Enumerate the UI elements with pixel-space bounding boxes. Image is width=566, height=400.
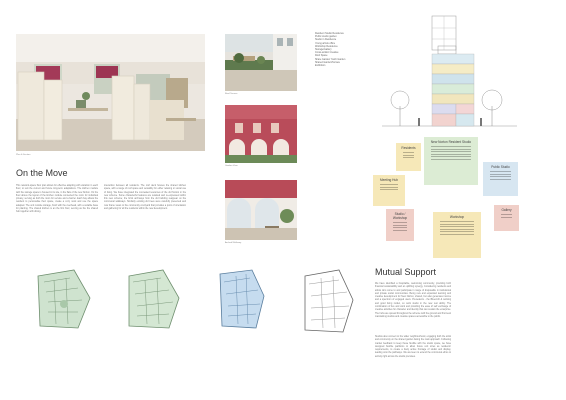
floor-plan-2 (123, 268, 183, 330)
program-list-item: Young artists office (315, 41, 336, 45)
note-public-studio (483, 162, 518, 196)
note-workshop (433, 212, 481, 258)
photo-roof-terrace (225, 34, 297, 91)
photo-caption-garden-view: Garden View (225, 165, 238, 167)
interior-render (16, 34, 205, 151)
floor-plan-3 (214, 268, 269, 330)
section-title-mutual-support: Mutual Support (375, 267, 437, 277)
roof-terrace-image (225, 34, 297, 91)
note-meeting-hub (373, 175, 405, 206)
garden-view-image (225, 105, 297, 163)
floor-plan-2-image (123, 268, 183, 330)
on-the-move-paragraph-1: This network-space floor plan allows for effective adapting with variation in each floor, to suit the current and future long-term adaptations. The kitchen module with the storage space is housed in its site, in the flats of the new Norton. On the floor above the layout of the kitchen module connected the room for individual privacy, serving as both the room for service and a barrier. Each bay allows the resident to personalise their space, create a cozy nook and use the space adapted. The unit module storage, flush with the overhead, with a suitable base for planting. The shared kitchen is an the first floor, serving as the the shared hub together with dining. (16, 185, 98, 214)
floor-plan-4 (299, 268, 355, 334)
interior-render-image (16, 34, 205, 151)
mutual-support-paragraph-1: We have identified a hospitable, welcoming community, providing both financial sustainability and an uplifting synergy. Considering residents and artists who come to and participate in range of disposable in institutional and private social communities. Being new and expanded learning and creative development for New Norton, shared, but also generates income and a spectrum of engaged users. Precedents - the Bluecroft & working and good living model, so work studio in the new rest ability. The combination of live and work and providing the ease of self exchange of creative activities for character and identity that can sustain the enterprise. The hubs are spread throughout the scheme with the ground and first level maintaining studios and creative spaces accessible to the public. (375, 283, 451, 318)
note-gallery (494, 205, 519, 231)
program-list (315, 32, 377, 67)
program-list-item: Resident Studio Residence (315, 32, 344, 35)
note-title: Workshop (449, 215, 465, 219)
photo-arched-walkway (225, 180, 297, 240)
section-diagram-image (382, 14, 517, 128)
program-list-item: Public studio garden (315, 35, 337, 39)
program-list-item: Shared Garden/Terrace (315, 60, 340, 64)
program-list-item: Studio in Residence (315, 38, 337, 42)
note-title: New Norton Resident Studio (430, 140, 472, 144)
program-list-item: Exhibition (315, 64, 326, 68)
program-list-item: Workshop Residence (315, 44, 338, 48)
section-title-on-the-move: On the Move (16, 168, 68, 178)
on-the-move-paragraph-2: interaction between all residents. The roof deck houses the shared kitchen space, with a range of roof space and versatility for either relaxing or social use of living. We have integrated the concealed resources of the old Norton in the new scheme. Some characterful features are retained and re-expressed within this new scheme; the brick archways from the old building reappear on the communal walkways. Similarly existing old trees were carefully preserved and now frame views to the community courtyard that provides a point of orientation and gathering for all the residents within the new development. (104, 185, 186, 211)
note-title: Public Studio (491, 165, 510, 169)
note-residents (396, 143, 421, 171)
program-list-item: Storage/Gallery (315, 48, 332, 52)
building-section-diagram (382, 14, 517, 128)
note-resident-studio (424, 137, 478, 185)
floor-plan-4-image (299, 268, 355, 334)
note-title: Meeting Hub (379, 178, 399, 182)
program-list-item: Cross-artistic Creative (315, 51, 339, 55)
program-list-item: Share Garden Youth Garden (315, 57, 346, 61)
note-title: Gallery (501, 208, 512, 212)
floor-plan-3-image (214, 268, 269, 330)
program-list-item: Roof Space (315, 54, 328, 58)
floor-plan-1-image (34, 268, 94, 330)
photo-caption-arched-walkway: Arched Walkway (225, 242, 242, 244)
note-title: Studio / Workshop (392, 212, 408, 220)
note-studio-workshop (386, 209, 414, 241)
interior-render-caption: Plan & Section (16, 154, 31, 156)
mutual-support-paragraph-2: Studios also connect to the wider neighbourhood, engaging both the artist and community on the shared garden facing the main approach. Following market feedback to keep these flexible with the studio space, we have designed flexible partitions to allow future unit sizes as residents' requirements, to create a lively active frontage of studio and display, leading onto the pathways. We are keen to extend the communal ethos to activity right across the studio premises. (375, 336, 451, 358)
floor-plan-1 (34, 268, 94, 330)
arched-walkway-image (225, 180, 297, 240)
photo-garden-view (225, 105, 297, 163)
note-title: Residents (401, 146, 416, 150)
photo-caption-roof-terrace: Roof Terrace (225, 93, 238, 95)
